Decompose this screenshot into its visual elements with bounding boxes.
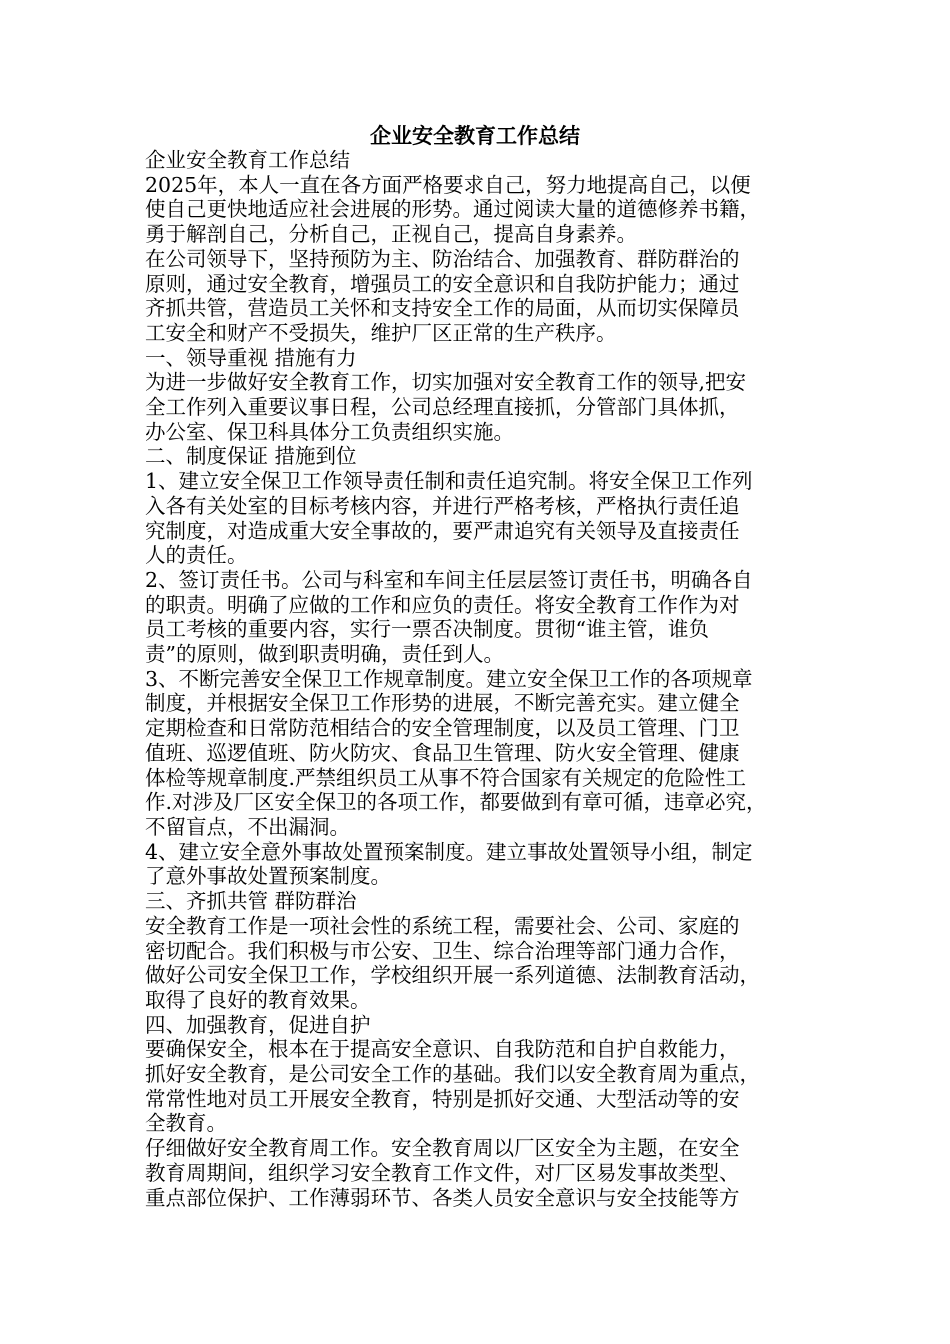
body-line: 3、不断完善安全保卫工作规章制度。建立安全保卫工作的各项规章 xyxy=(145,666,753,691)
body-line: 2025年，本人一直在各方面严格要求自己，努力地提高自己，以便 xyxy=(145,172,751,197)
body-line: 入各有关处室的目标考核内容，并进行严格考核，严格执行责任追 xyxy=(145,493,740,518)
body-line: 4、建立安全意外事故处置预案制度。建立事故处置领导小组，制定 xyxy=(145,839,753,864)
body-line: 值班、巡逻值班、防火防灾、食品卫生管理、防火安全管理、健康 xyxy=(145,740,740,765)
body-line: 常常性地对员工开展安全教育，特别是抓好交通、大型活动等的安 xyxy=(145,1086,740,1111)
body-line: 全教育。 xyxy=(145,1111,227,1136)
body-line: 为进一步做好安全教育工作，切实加强对安全教育工作的领导,把安 xyxy=(145,370,747,395)
body-line: 制度，并根据安全保卫工作形势的进展，不断完善充实。建立健全 xyxy=(145,691,740,716)
body-line: 企业安全教育工作总结 xyxy=(145,148,350,172)
body-line: 仔细做好安全教育周工作。安全教育周以厂区安全为主题，在安全 xyxy=(145,1136,740,1161)
section-heading: 四、加强教育，促进自护 xyxy=(145,1012,371,1037)
body-line: 1、建立安全保卫工作领导责任制和责任追究制。将安全保卫工作列 xyxy=(145,469,753,494)
body-line: 抓好安全教育，是公司安全工作的基础。我们以安全教育周为重点， xyxy=(145,1062,760,1087)
body-line: 责”的原则，做到职责明确，责任到人。 xyxy=(145,642,504,667)
body-line: 员工考核的重要内容，实行一票否决制度。贯彻“谁主管，谁负 xyxy=(145,617,709,642)
section-heading: 一、领导重视 措施有力 xyxy=(145,345,357,370)
body-line: 取得了良好的教育效果。 xyxy=(145,987,371,1012)
body-line: 密切配合。我们积极与市公安、卫生、综合治理等部门通力合作， xyxy=(145,938,740,963)
body-line: 究制度，对造成重大安全事故的，要严肃追究有关领导及直接责任 xyxy=(145,518,740,543)
body-line: 重点部位保护、工作薄弱环节、各类人员安全意识与安全技能等方 xyxy=(145,1185,740,1210)
body-line: 全工作列入重要议事日程，公司总经理直接抓，分管部门具体抓， xyxy=(145,395,740,420)
body-line: 的职责。明确了应做的工作和应负的责任。将安全教育工作作为对 xyxy=(145,592,740,617)
body-line: 人的责任。 xyxy=(145,543,248,568)
section-heading: 三、齐抓共管 群防群治 xyxy=(145,889,357,914)
body-line: 要确保安全，根本在于提高安全意识、自我防范和自护自救能力， xyxy=(145,1037,740,1062)
body-line: 安全教育工作是一项社会性的系统工程，需要社会、公司、家庭的 xyxy=(145,913,740,938)
body-line: 办公室、保卫科具体分工负责组织实施。 xyxy=(145,419,514,444)
body-line: 使自己更快地适应社会进展的形势。通过阅读大量的道德修养书籍， xyxy=(145,197,760,222)
body-line: 做好公司安全保卫工作，学校组织开展一系列道德、法制教育活动， xyxy=(145,963,760,988)
body-line: 勇于解剖自己，分析自己，正视自己，提高自身素养。 xyxy=(145,222,637,247)
body-line: 定期检查和日常防范相结合的安全管理制度，以及员工管理、门卫 xyxy=(145,716,740,741)
body-line: 原则，通过安全教育，增强员工的安全意识和自我防护能力；通过 xyxy=(145,271,740,296)
body-line: 作.对涉及厂区安全保卫的各项工作，都要做到有章可循，违章必究， xyxy=(145,790,767,815)
document-title: 企业安全教育工作总结 xyxy=(370,123,580,148)
section-heading: 二、制度保证 措施到位 xyxy=(145,444,357,469)
document-body xyxy=(145,148,813,1210)
body-line: 齐抓共管，营造员工关怀和支持安全工作的局面，从而切实保障员 xyxy=(145,296,740,321)
body-line: 2、签订责任书。公司与科室和车间主任层层签订责任书，明确各自 xyxy=(145,567,753,592)
body-line: 在公司领导下，坚持预防为主、防治结合、加强教育、群防群治的 xyxy=(145,246,740,271)
body-line: 了意外事故处置预案制度。 xyxy=(145,864,391,889)
body-line: 教育周期间，组织学习安全教育工作文件，对厂区易发事故类型、 xyxy=(145,1160,740,1185)
body-line: 不留盲点，不出漏洞。 xyxy=(145,814,350,839)
body-line: 体检等规章制度.严禁组织员工从事不符合国家有关规定的危险性工 xyxy=(145,765,747,790)
body-line: 工安全和财产不受损失，维护厂区正常的生产秩序。 xyxy=(145,320,617,345)
